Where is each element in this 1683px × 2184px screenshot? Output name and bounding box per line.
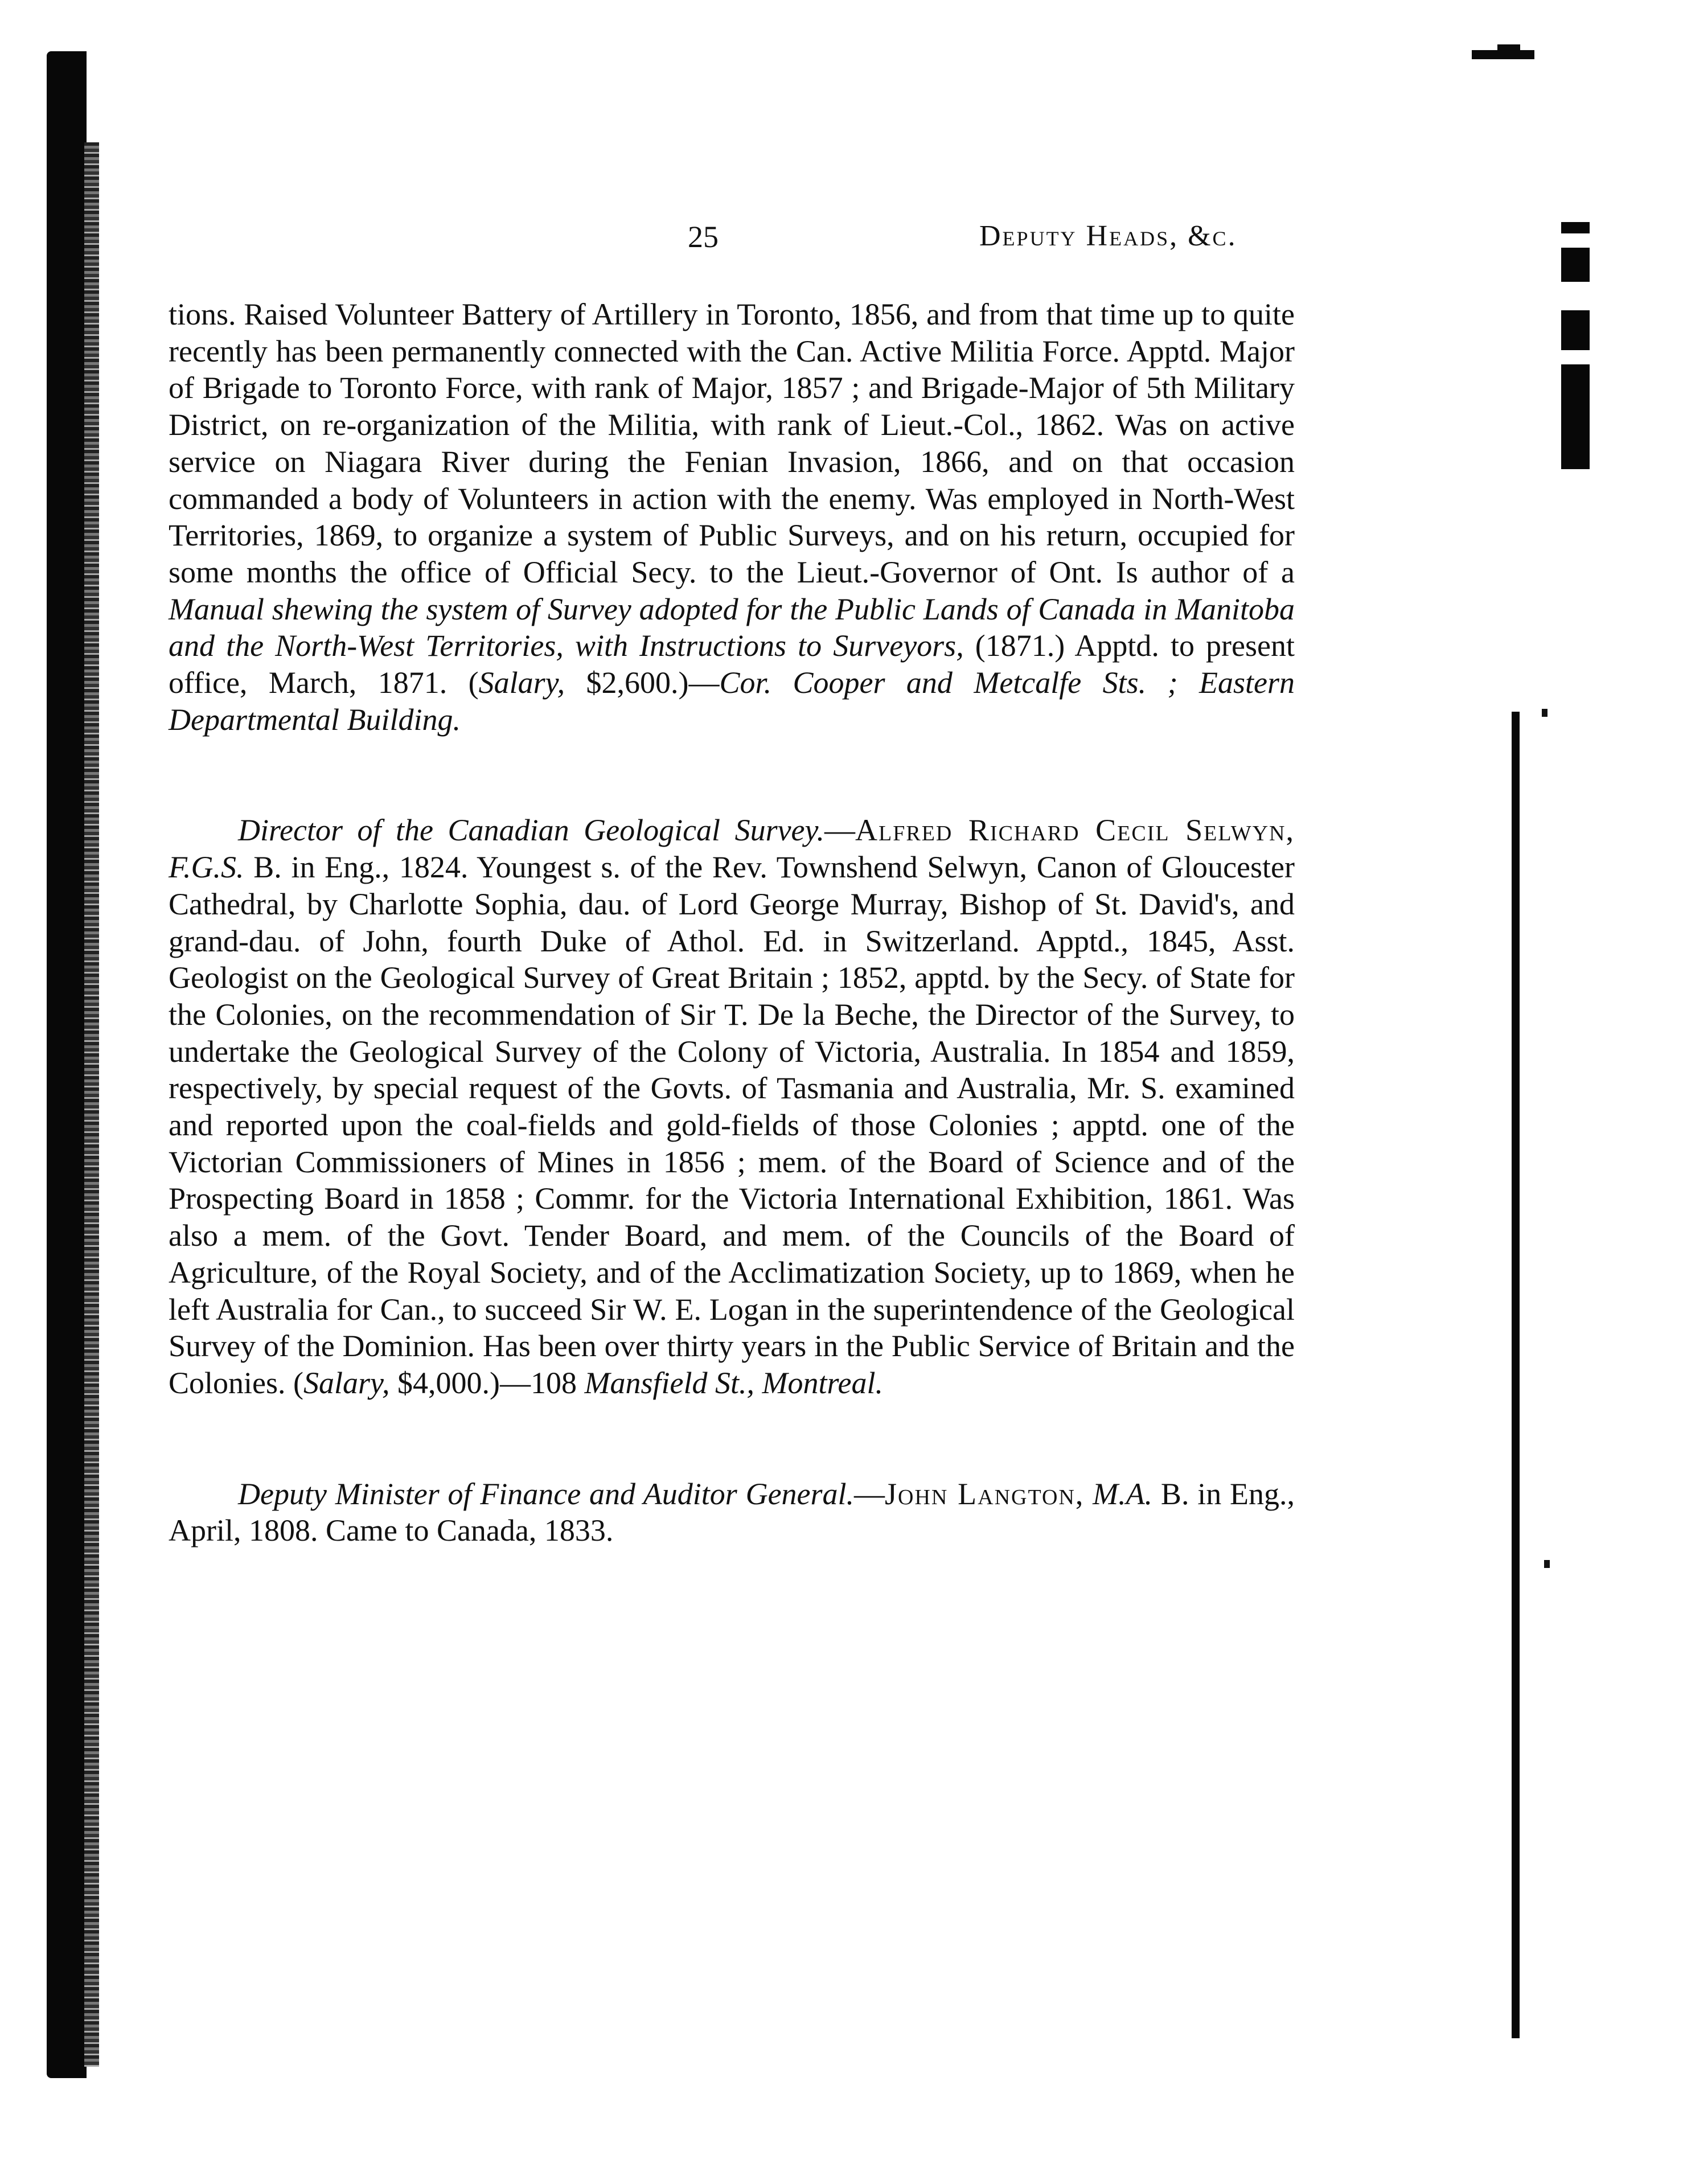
scan-mark (1472, 50, 1534, 59)
binding-edge (84, 142, 99, 2067)
office-title: Deputy Minister of Finance and Auditor General. (238, 1476, 855, 1511)
page-number: 25 (688, 220, 719, 254)
binding-shadow (47, 51, 87, 2078)
entry-continued (169, 296, 1295, 738)
publication-title: Manual shewing the system of Survey adopted for the Public Lands of Canada in Manitoba and the North-West Territories, with Instructions to Surveyors, (169, 592, 1295, 663)
edge-tab (1561, 364, 1590, 464)
edge-tab (1561, 310, 1590, 350)
scan-speck (1544, 1560, 1550, 1568)
entry-text: B. in Eng., April, 1808. Came to Canada, 1833. (169, 1476, 1295, 1548)
page-edge-line (1512, 712, 1520, 2038)
salary-label: Salary, (303, 1365, 390, 1400)
scan-mark (1497, 44, 1520, 50)
salary-label: Salary, (478, 666, 565, 700)
edge-tab (1561, 461, 1590, 469)
dash: — (854, 1476, 885, 1511)
person-name: John Langton, (885, 1476, 1085, 1511)
entry-finance (169, 1476, 1295, 1549)
salary-value: $4,000.) (389, 1365, 500, 1400)
office-title: Director of the Canadian Geological Survey. (238, 813, 825, 848)
address: Cor. Cooper and Metcalfe Sts. ; Eastern Departmental Building. (169, 666, 1295, 737)
entry-text: B. in Eng., 1824. Youngest s. of the Rev. Townshend Selwyn, Canon of Gloucester Cathedral, by Charlotte Sophia, dau. of Lord George Murray, Bishop of St. David's, and grand-dau. of John, fourth Duke of Athol. Ed. in Switzerland. Apptd., 1845, Asst. Geologist on the Geological Survey of Great Britain ; 1852, apptd. by the Secy. of State for the Colonies, on the recommendation of Sir T. De la Beche, the Director of the Survey, to undertake the Geological Survey of the Colony of Victoria, Australia. In 1854 and 1859, respectively, by special request of the Govts. of Tasmania and Australia, Mr. S. examined and reported upon the coal-fields and gold-fields of those Colonies ; apptd. one of the Victorian Commissioners of Mines in 1856 ; mem. of the Board of Science and of the Prospecting Board in 1858 ; Commr. for the Victoria International Exhibition, 1861. Was also a mem. of the Govt. Tender Board, and mem. of the Councils of the Board of Agriculture, of the Royal Society, and of the Acclimatization Society, up to 1869, when he left Australia for Can., to succeed Sir W. E. Logan in the superintendence of the Geological Survey of the Dominion. Has been over thirty years in the Public Service of Britain and the Colonies. ( (169, 850, 1295, 1400)
salary-value: $2,600.)— (565, 666, 720, 700)
page-body (169, 296, 1295, 1549)
scan-speck (1542, 709, 1547, 717)
entry-geological-survey (169, 812, 1295, 1401)
page-header (0, 219, 1683, 259)
entry-text: (1871.) Apptd. to present office, March, 1871. ( (169, 629, 1295, 700)
person-name: Alfred Richard Cecil Selwyn, (855, 813, 1295, 848)
running-head: Deputy Heads, &c. (979, 220, 1237, 252)
dash: — (824, 813, 856, 848)
degree: M.A. (1084, 1476, 1153, 1511)
address-prefix: —108 (500, 1365, 585, 1400)
entry-text: tions. Raised Volunteer Battery of Artillery in Toronto, 1856, and from that time up to quite recently has been permanently connected with the Can. Active Militia Force. Apptd. Major of Brigade to Toronto Force, with rank of Major, 1857 ; and Brigade-Major of 5th Military District, on re-organization of the Militia, with rank of Lieut.-Col., 1862. Was on active service on Niagara River during the Fenian Invasion, 1866, and on that occasion commanded a body of Volunteers in action with the enemy. Was employed in North-West Territories, 1869, to organize a system of Public Surveys, and on his return, occupied for some months the office of Official Secy. to the Lieut.-Governor of Ont. Is author of a (169, 297, 1295, 589)
address: Mansfield St., Montreal. (584, 1365, 883, 1400)
degree: F.G.S. (169, 850, 244, 885)
